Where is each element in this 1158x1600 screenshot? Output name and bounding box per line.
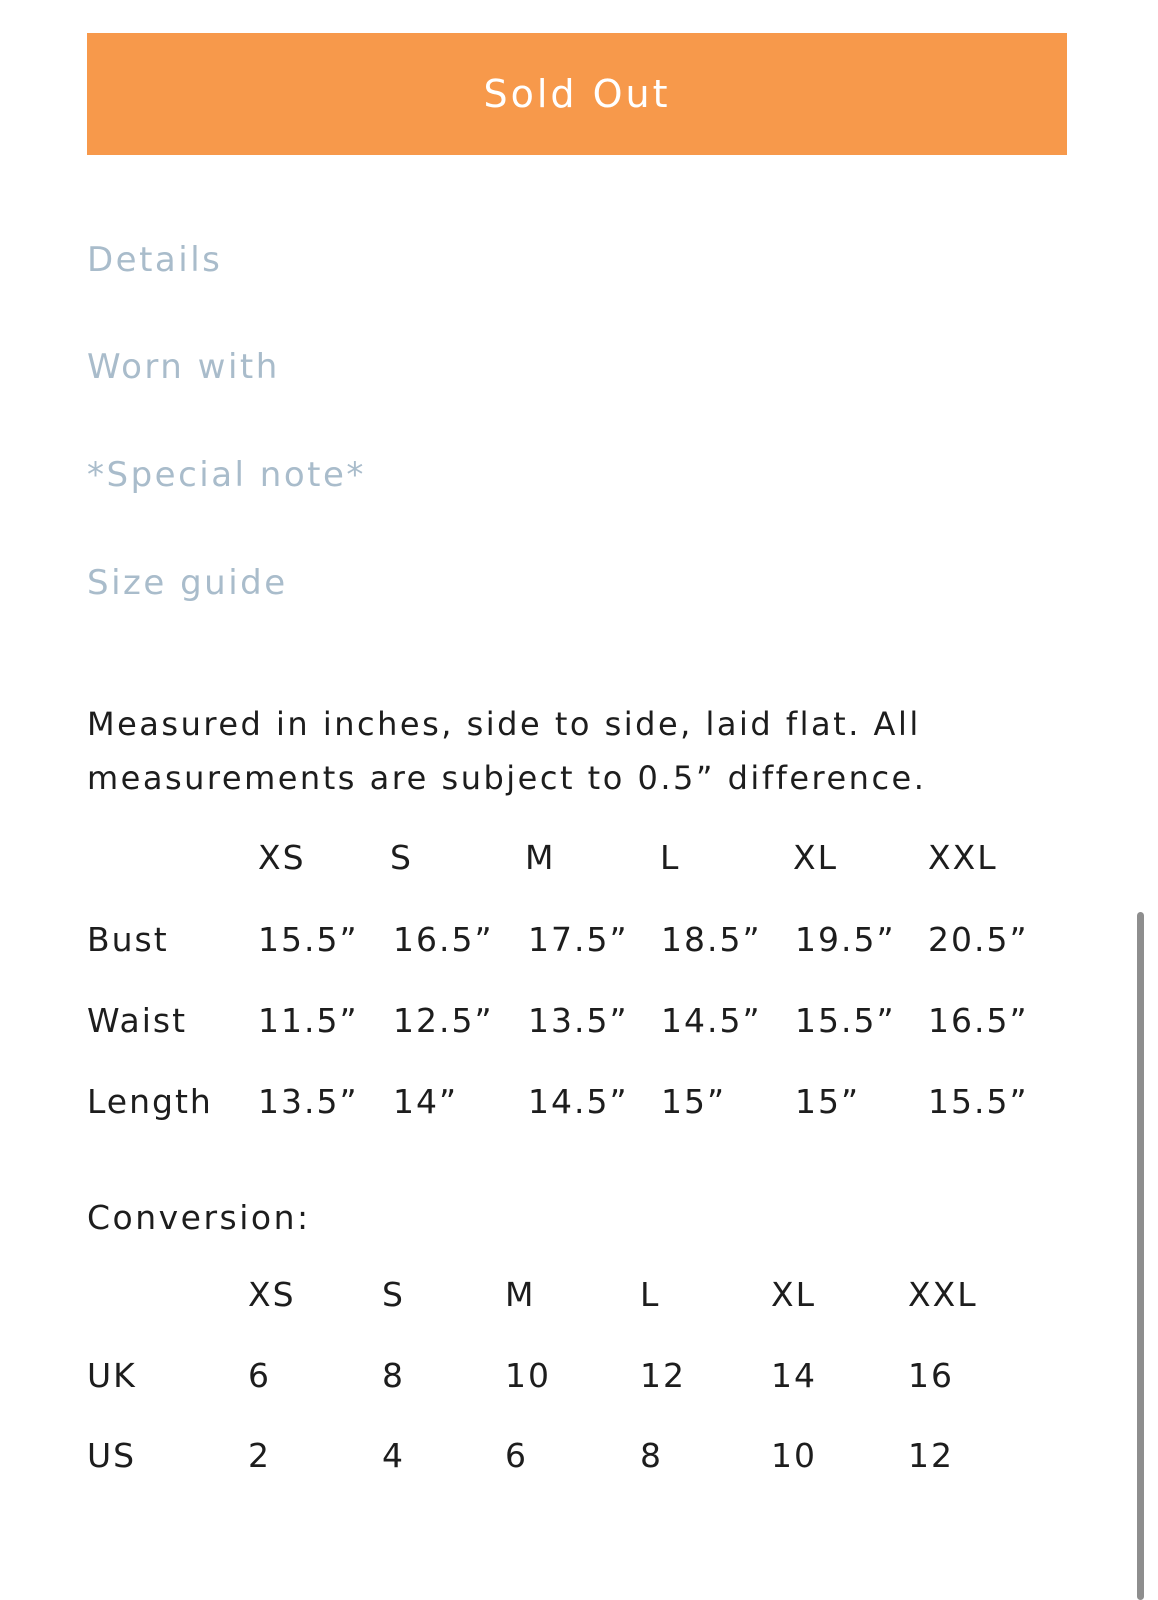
size-header-l: L [660, 838, 681, 877]
description-line: measurements are subject to 0.5” difference. [87, 759, 927, 797]
table-cell: 14.5” [528, 1082, 629, 1121]
table-cell: 20.5” [928, 920, 1029, 959]
size-header-xs: XS [258, 838, 306, 877]
conv-header-xl: XL [771, 1275, 816, 1314]
conv-header-s: S [382, 1275, 405, 1314]
table-cell: 15.5” [928, 1082, 1029, 1121]
table-cell: 13.5” [528, 1001, 629, 1040]
size-header-m: M [525, 838, 556, 877]
row-label-length: Length [87, 1082, 213, 1121]
table-cell: 14.5” [661, 1001, 762, 1040]
size-header-xxl: XXL [928, 838, 998, 877]
table-cell: 14” [393, 1082, 459, 1121]
table-cell: 6 [248, 1356, 271, 1395]
table-cell: 2 [248, 1436, 271, 1475]
table-cell: 11.5” [258, 1001, 359, 1040]
table-cell: 12 [908, 1436, 954, 1475]
description-line: Measured in inches, side to side, laid flat. All [87, 705, 921, 743]
conv-header-l: L [640, 1275, 661, 1314]
accordion-worn-with[interactable]: Worn with [87, 347, 280, 387]
row-label-us: US [87, 1436, 137, 1475]
sold-out-button[interactable]: Sold Out [87, 33, 1067, 155]
table-cell: 8 [640, 1436, 663, 1475]
table-cell: 4 [382, 1436, 405, 1475]
table-cell: 19.5” [795, 920, 896, 959]
size-header-s: S [390, 838, 413, 877]
table-cell: 10 [771, 1436, 817, 1475]
table-cell: 12.5” [393, 1001, 494, 1040]
table-cell: 14 [771, 1356, 817, 1395]
table-cell: 15” [661, 1082, 727, 1121]
accordion-special-note[interactable]: *Special note* [87, 455, 366, 495]
conv-header-xxl: XXL [908, 1275, 978, 1314]
table-cell: 15.5” [258, 920, 359, 959]
conv-header-xs: XS [248, 1275, 296, 1314]
table-cell: 6 [505, 1436, 528, 1475]
accordion-details[interactable]: Details [87, 240, 223, 280]
table-cell: 16.5” [393, 920, 494, 959]
size-header-xl: XL [793, 838, 838, 877]
table-cell: 15” [795, 1082, 861, 1121]
table-cell: 10 [505, 1356, 551, 1395]
table-cell: 18.5” [661, 920, 762, 959]
conversion-title: Conversion: [87, 1198, 311, 1237]
table-cell: 16 [908, 1356, 954, 1395]
conv-header-m: M [505, 1275, 536, 1314]
row-label-uk: UK [87, 1356, 137, 1395]
size-guide-description [87, 697, 1047, 805]
table-cell: 17.5” [528, 920, 629, 959]
accordion-size-guide[interactable]: Size guide [87, 563, 288, 603]
table-cell: 16.5” [928, 1001, 1029, 1040]
table-cell: 8 [382, 1356, 405, 1395]
table-cell: 15.5” [795, 1001, 896, 1040]
table-cell: 12 [640, 1356, 686, 1395]
scrollbar[interactable] [1137, 912, 1144, 1600]
row-label-bust: Bust [87, 920, 169, 959]
table-cell: 13.5” [258, 1082, 359, 1121]
row-label-waist: Waist [87, 1001, 188, 1040]
